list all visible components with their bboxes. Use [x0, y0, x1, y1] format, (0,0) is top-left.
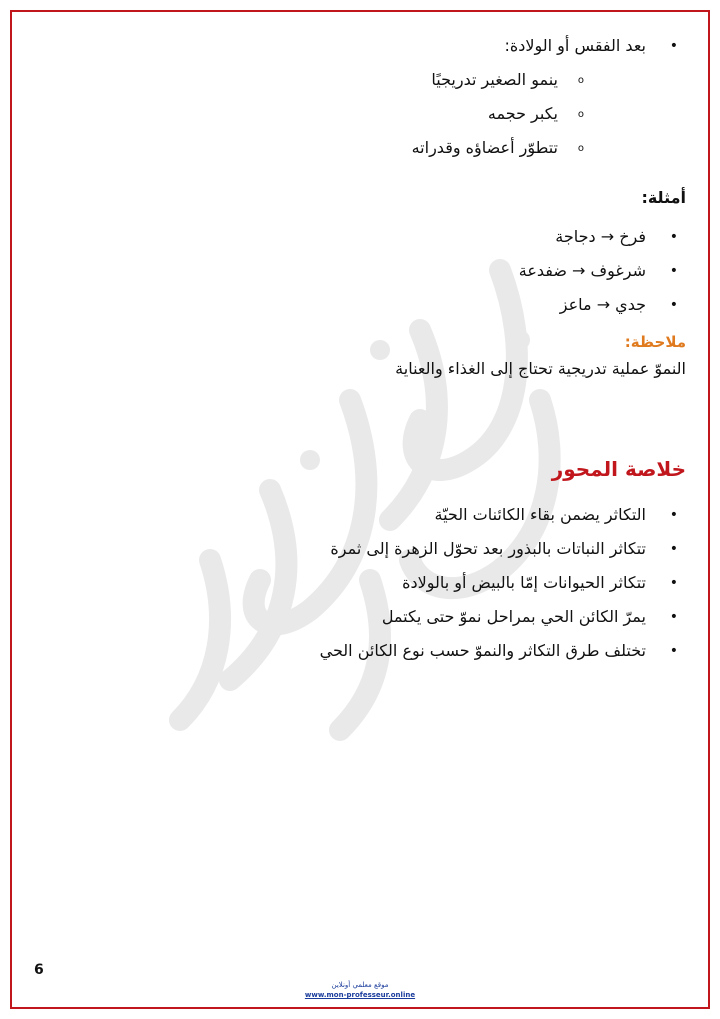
example-text: شرغوف → ضفدعة: [518, 261, 646, 280]
note-heading: ملاحظة:: [624, 333, 686, 351]
footer-site-name: موقع معلمي أونلاين: [331, 981, 389, 989]
summary-text: تختلف طرق التكاثر والنموّ حسب نوع الكائن الحي: [319, 641, 646, 660]
summary-text: يمرّ الكائن الحي بمراحل نموّ حتى يكتمل: [381, 607, 646, 626]
sub-item-text: تتطوّر أعضاؤه وقدراته: [411, 138, 558, 157]
list-item: [86, 227, 686, 261]
sub-item-text: يكبر حجمه: [487, 104, 558, 123]
list-item: [86, 641, 686, 675]
sub-item-text: ينمو الصغير تدريجيًا: [431, 70, 558, 89]
sub-list-item: [86, 70, 646, 104]
page-number: 6: [34, 962, 44, 978]
examples-list: [86, 227, 686, 329]
examples-heading: أمثلة:: [641, 188, 686, 207]
growth-list: [86, 36, 686, 172]
list-item: [86, 573, 686, 607]
note-text: النموّ عملية تدريجية تحتاج إلى الغذاء والعناية: [395, 359, 686, 378]
summary-text: تتكاثر النباتات بالبذور بعد تحوّل الزهرة إلى ثمرة: [330, 539, 646, 558]
list-item: [86, 505, 686, 539]
summary-text: تتكاثر الحيوانات إمّا بالبيض أو بالولادة: [402, 573, 646, 592]
footer-link[interactable]: www.mon-professeur.online: [304, 991, 416, 999]
sub-list-item: [86, 138, 646, 172]
summary-list: [86, 505, 686, 675]
growth-intro: بعد الفقس أو الولادة:: [504, 36, 646, 55]
growth-sub-list: [86, 70, 646, 172]
example-text: فرخ → دجاجة: [555, 227, 646, 246]
sub-list-item: [86, 104, 646, 138]
footer: [0, 980, 720, 1000]
list-item: [86, 261, 686, 295]
list-item: [86, 539, 686, 573]
list-item: [86, 295, 686, 329]
example-text: جدي → ماعز: [559, 295, 646, 314]
summary-text: التكاثر يضمن بقاء الكائنات الحيّة: [434, 505, 646, 524]
list-item: [86, 36, 686, 172]
list-item: [86, 607, 686, 641]
summary-heading: خلاصة المحور: [551, 457, 686, 481]
page-content: [86, 36, 686, 675]
